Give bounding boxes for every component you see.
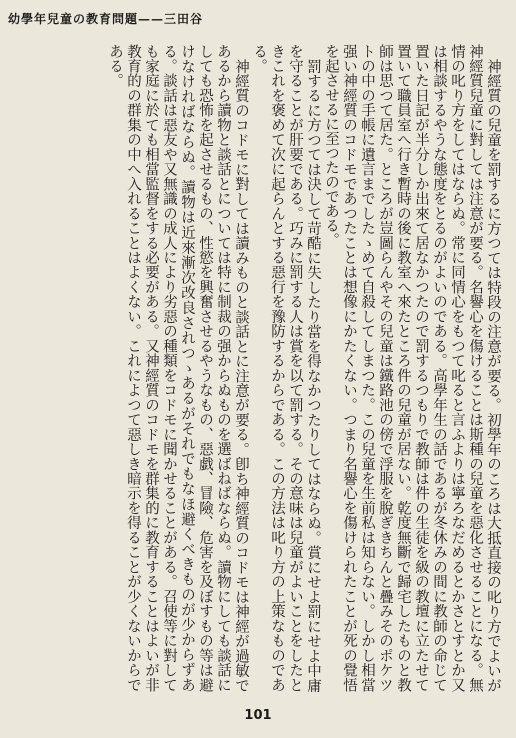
- paragraph: 罰するに方つては決して苛酷に失したり當を得なかつたりしてはならぬ。賞にせよ罰にせよ中庸を守ることが肝要である。巧みに罰する人は賞を以て罰する。その意味は兒童がよいことをしたときこれを褒めて次に起らんとする惡行を豫防するからである。この方法は叱り方の上策なものである。: [251, 44, 321, 692]
- page-number: 101: [244, 708, 272, 723]
- paragraph: 神經質のコドモに對しては讀みものと談話とに注意が要る。卽ち神經質のコドモは神經が過敏であるから讀物と談話とについては特に制裁の强からぬものを選ばねばならぬ。讀物にしても談話にしても恐怖を起させるもの、性慾を興奮させるやうなもの、惡戯、冒險、危害を及ぼすもの等は避けなければならぬ。讀物は近來漸次改良されつゝあるがそれでもなほ避くべきものが少からずある。談話は惡友や又無識の成人により劣惡の種類をコドモに聞かせることがある。召使等に對しても家庭に於ても相當監督をする必要がある。又神經質のコドモを群集的に教育することはよいが非教育的の群集の中へ入れることはよくない。これによつて惡しき暗示を得ることが少くないからである。: [107, 44, 249, 692]
- paragraph: 神經質の兒童を罰するに方つては特段の注意が要る。初學年のころは大抵直接の叱り方でよいが神經質兒童に對しては注意が要る。名譽心を傷けることは斯種の兒童を惡化させることになる。無情の叱り方をしてはならぬ。常に同情心をもつて叱ると言ふよりは寧ろなだめるとかさとすとか又は相談するやうな態度をとるのがよいのである。高學年生の話であるが冬休みの間に教師の命じて置いた日記が半分しか出來て居なかつたので罰するつもりで教師は件の生徒を級の教壇に立たせて置いて職員室へ行き暫時の後に教室へ來たところ件の兒童が居ない。乾度無斷で歸宅したものと教師は思つて居た。ところが豈圖らんやその兒童は鐵路池の傍で浮服を脫ぎきちんと疊みそのポケツトの中の手帳に遺言までしたゝめて自殺してしまつた。この兒童を生前私は知らない。しかし相當强い神經質のコドモであつたことは想像にかたくない。つまり名譽心を傷けられたことが死の覺悟を起させるに至つたのである。: [323, 44, 501, 692]
- running-head: 幼學年兒童の教育問題——三田谷: [8, 12, 204, 26]
- body-text: [18, 44, 502, 692]
